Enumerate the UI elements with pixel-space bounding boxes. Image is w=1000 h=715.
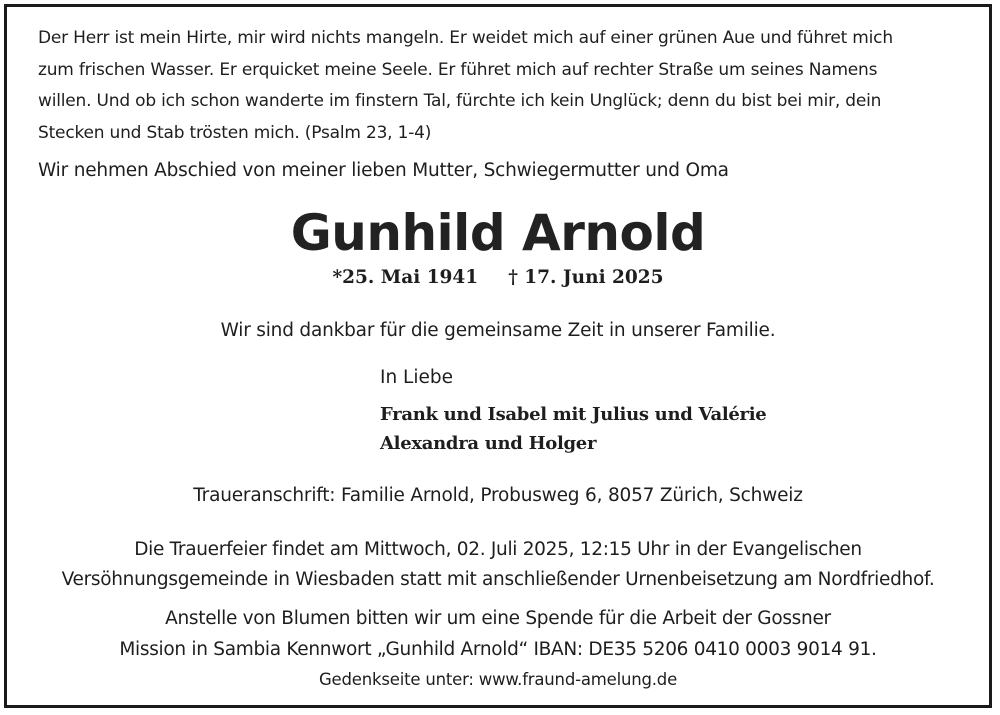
service-line: Die Trauerfeier findet am Mittwoch, 02. Juli 2025, 12:15 Uhr in der Evangelischen xyxy=(134,539,862,560)
mourner-line: Frank und Isabel mit Julius und Valérie xyxy=(380,404,767,425)
service-line: Versöhnungsgemeinde in Wiesbaden statt mit anschließender Urnenbeisetzung am Nordfriedhof. xyxy=(61,569,935,590)
mourners-list xyxy=(380,400,940,458)
psalm-line: willen. Und ob ich schon wanderte im finstern Tal, fürchte ich kein Unglück; denn du bist bei mir, dein xyxy=(38,91,882,111)
signoff-text: In Liebe xyxy=(380,367,454,388)
mourning-address: Traueranschrift: Familie Arnold, Probusweg 6, 8057 Zürich, Schweiz xyxy=(193,485,803,506)
thanks-text: Wir sind dankbar für die gemeinsame Zeit in unserer Familie. xyxy=(220,320,776,341)
psalm-quote xyxy=(38,23,968,149)
life-dates xyxy=(7,265,989,291)
death-date: † 17. Juni 2025 xyxy=(508,267,664,288)
birth-date: *25. Mai 1941 xyxy=(332,267,479,288)
obituary-notice xyxy=(4,4,992,708)
funeral-service-info xyxy=(7,535,989,595)
memorial-link[interactable]: www.fraund-amelung.de xyxy=(478,670,678,689)
memorial-page xyxy=(7,669,989,691)
psalm-line: Stecken und Stab trösten mich. (Psalm 23, 1-4) xyxy=(38,122,432,143)
psalm-line: Der Herr ist mein Hirte, mir wird nichts mangeln. Er weidet mich auf einer grünen Aue und führet mich xyxy=(38,28,893,48)
memorial-label: Gedenkseite unter: xyxy=(318,670,474,689)
psalm-line: zum frischen Wasser. Er erquicket meine Seele. Er führet mich auf rechter Straße um seines Namens xyxy=(38,59,878,80)
farewell-text: Wir nehmen Abschied von meiner lieben Mutter, Schwiegermutter und Oma xyxy=(38,160,729,181)
donation-line: Anstelle von Blumen bitten wir um eine Spende für die Arbeit der Gossner xyxy=(165,608,831,629)
donation-line: Mission in Sambia Kennwort „Gunhild Arnold“ IBAN: DE35 5206 0410 0003 9014 91. xyxy=(119,639,877,660)
donation-request xyxy=(7,603,989,665)
deceased-name: Gunhild Arnold xyxy=(290,204,706,262)
mourner-line: Alexandra und Holger xyxy=(380,433,597,454)
